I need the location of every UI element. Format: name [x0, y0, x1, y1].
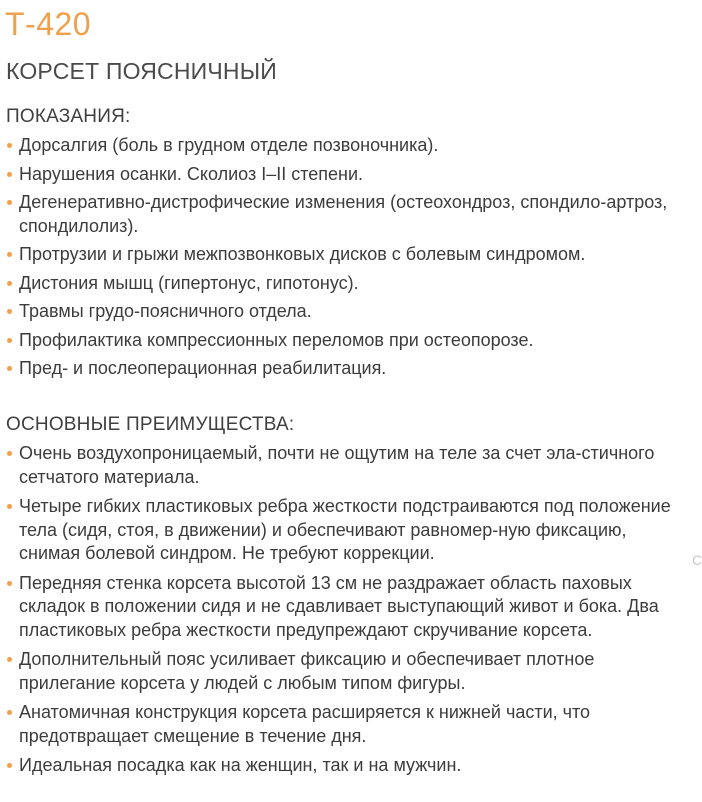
list-item [6, 243, 676, 267]
bullet-dot-icon [7, 338, 12, 343]
edge-glyph: C [692, 552, 702, 568]
list-item [6, 300, 676, 324]
advantages-list [6, 442, 676, 778]
bullet-dot-icon [7, 252, 12, 257]
bullet-dot-icon [7, 366, 12, 371]
list-item [6, 163, 676, 187]
bullet-dot-icon [7, 309, 12, 314]
list-item-text: Дорсалгия (боль в грудном отделе позвоночника). [19, 135, 439, 155]
bullet-dot-icon [7, 504, 12, 509]
list-item [6, 648, 676, 695]
list-item-text: Пред- и послеоперационная реабилитация. [19, 358, 387, 378]
list-item [6, 272, 676, 296]
list-item-text: Четыре гибких пластиковых ребра жесткости подстраиваются под положение тела (сидя, стоя, в движении) и обеспечивают равномер-ную фиксацию, снимая болевой синдром. Не требуют коррекции. [19, 496, 671, 563]
list-item [6, 357, 676, 381]
list-item [6, 442, 676, 489]
list-item [6, 754, 676, 778]
list-item-text: Очень воздухопроницаемый, почти не ощутим на теле за счет эла-стичного сетчатого материала. [19, 443, 655, 487]
advantages-title: ОСНОВНЫЕ ПРЕИМУЩЕСТВА: [6, 414, 295, 435]
bullet-dot-icon [7, 763, 12, 768]
list-item [6, 572, 676, 643]
bullet-dot-icon [7, 710, 12, 715]
list-item-text: Передняя стенка корсета высотой 13 см не раздражает область паховых складок в положении сидя и не сдавливает выступающий живот и бока. Два пластиковых ребра жесткости предупреждают скручивание корсета. [19, 572, 659, 640]
list-item-text: Дополнительный пояс усиливает фиксацию и обеспечивает плотное прилегание корсета у людей с любым типом фигуры. [19, 649, 595, 693]
list-item-text: Идеальная посадка как на женщин, так и на мужчин. [19, 755, 462, 775]
list-item-text: Профилактика компрессионных переломов при остеопорозе. [19, 329, 534, 350]
list-item-text: Травмы грудо-поясничного отдела. [19, 301, 312, 321]
list-item [6, 191, 676, 238]
list-item [6, 701, 676, 748]
list-item [6, 134, 676, 158]
bullet-dot-icon [7, 657, 12, 662]
list-item [6, 329, 676, 353]
bullet-dot-icon [7, 143, 12, 148]
product-name: КОРСЕТ ПОЯСНИЧНЫЙ [6, 58, 278, 84]
bullet-dot-icon [7, 172, 12, 177]
bullet-dot-icon [7, 281, 12, 286]
list-item-text: Дистония мышц (гипертонус, гипотонус). [19, 272, 359, 293]
indications-section [6, 104, 676, 386]
product-code: Т-420 [5, 6, 92, 42]
list-item-text: Анатомичная конструкция корсета расширяется к нижней части, что предотвращает смещение в течение дня. [19, 702, 591, 746]
list-item-text: Дегенеративно-дистрофические изменения (остеохондроз, спондило-артроз, спондилолиз). [19, 192, 668, 236]
list-item-text: Нарушения осанки. Сколиоз I–II степени. [19, 163, 364, 184]
indications-list [6, 134, 676, 381]
list-item-text: Протрузии и грыжи межпозвонковых дисков с болевым синдромом. [19, 244, 586, 264]
list-item [6, 495, 676, 566]
bullet-dot-icon [7, 451, 12, 456]
indications-title: ПОКАЗАНИЯ: [6, 106, 131, 127]
bullet-dot-icon [7, 200, 12, 205]
advantages-section [6, 412, 676, 784]
bullet-dot-icon [7, 581, 12, 586]
